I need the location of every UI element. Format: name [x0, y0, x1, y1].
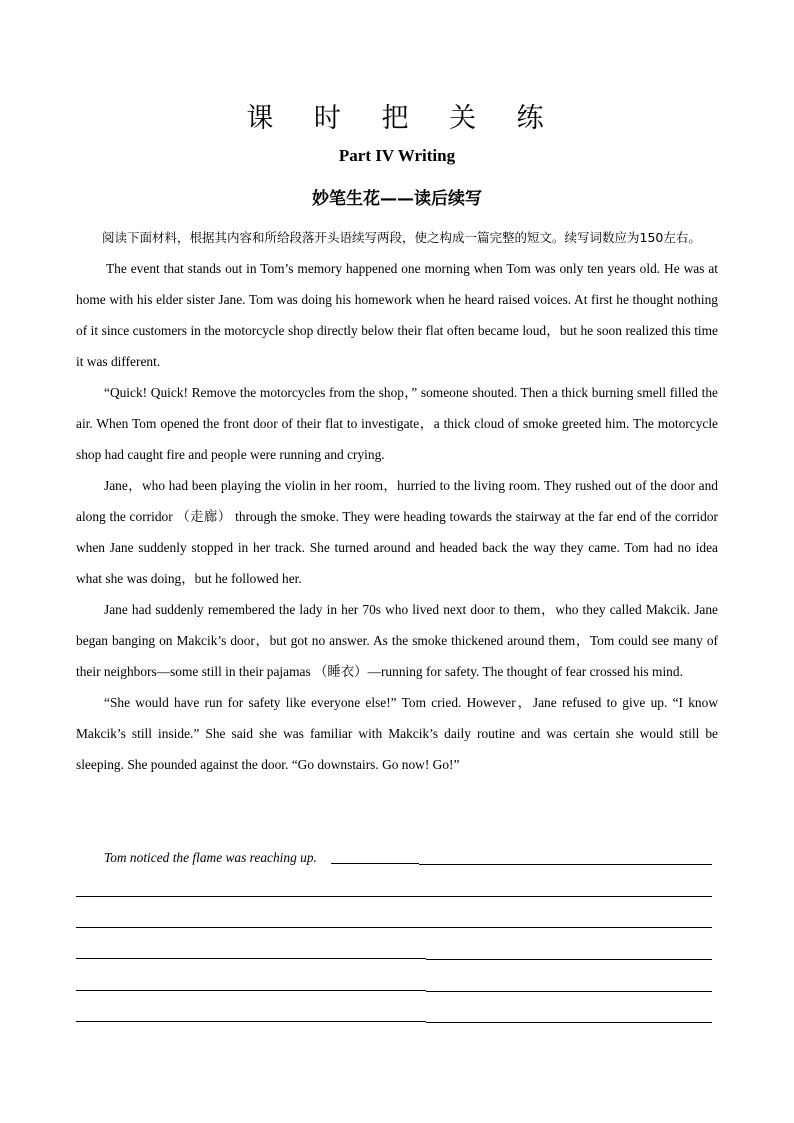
reading-passage [76, 222, 718, 780]
part-heading: Part IV Writing [338, 146, 456, 165]
instructions-text: 阅读下面材料，根据其内容和所给段落开头语续写两段，使之构成一篇完整的短文。续写词数应为150左右。 [102, 230, 701, 245]
paragraph-3: Jane，who had been playing the violin in her room，hurried to the living room. They rushed out of the door and along the corridor （走廊） through the smoke. They were heading towards the stairway at the far end of the corridor when Jane suddenly stopped in her track. She turned around and headed back the way they came. Tom had no idea what she was doing，but he followed her. [76, 478, 718, 586]
writing-line-6-right[interactable] [426, 1022, 712, 1023]
writing-line-2[interactable] [76, 896, 712, 897]
writing-line-6-left[interactable] [76, 1021, 426, 1022]
writing-line-4-right[interactable] [426, 959, 712, 960]
paragraph-4: Jane had suddenly remembered the lady in her 70s who lived next door to them，who they called Makcik. Jane began banging on Makcik’s door，but got no answer. As the smoke thickened around them，Tom could see many of their neighbors—some still in their pajamas （睡衣）—running for safety. The thought of fear crossed his mind. [76, 602, 718, 679]
writing-line-5-right[interactable] [426, 991, 712, 992]
writing-line-5-left[interactable] [76, 990, 426, 991]
writing-line-first[interactable] [331, 863, 419, 864]
paragraph-2: “Quick! Quick! Remove the motorcycles from the shop，” someone shouted. Then a thick burning smell filled the air. When Tom opened the front door of their flat to investigate，a thick cloud of smoke greeted him. The motorcycle shop had caught fire and people were running and crying. [76, 385, 718, 462]
section-heading: 妙笔生花——读后续写 [312, 189, 482, 209]
paragraph-5: “She would have run for safety like everyone else!” Tom cried. However，Jane refused to give up. “I know Makcik’s still inside.” She said she was familiar with Makcik’s daily routine and was certain she would still be sleeping. She pounded against the door. “Go downstairs. Go now! Go!” [76, 695, 718, 772]
writing-line-first-end[interactable] [419, 864, 712, 865]
writing-line-3[interactable] [76, 927, 712, 928]
paragraph-1: The event that stands out in Tom’s memory happened one morning when Tom was only ten years old. He was at home with his elder sister Jane. Tom was doing his homework when he heard raised voices. At first he thought nothing of it since customers in the motorcycle shop directly below their flat often became loud，but he soon realized this time it was different. [76, 261, 718, 369]
continuation-prompt: Tom noticed the flame was reaching up. [104, 850, 317, 865]
page-title: 课 时 把 关 练 [246, 103, 560, 134]
writing-line-4-left[interactable] [76, 958, 426, 959]
